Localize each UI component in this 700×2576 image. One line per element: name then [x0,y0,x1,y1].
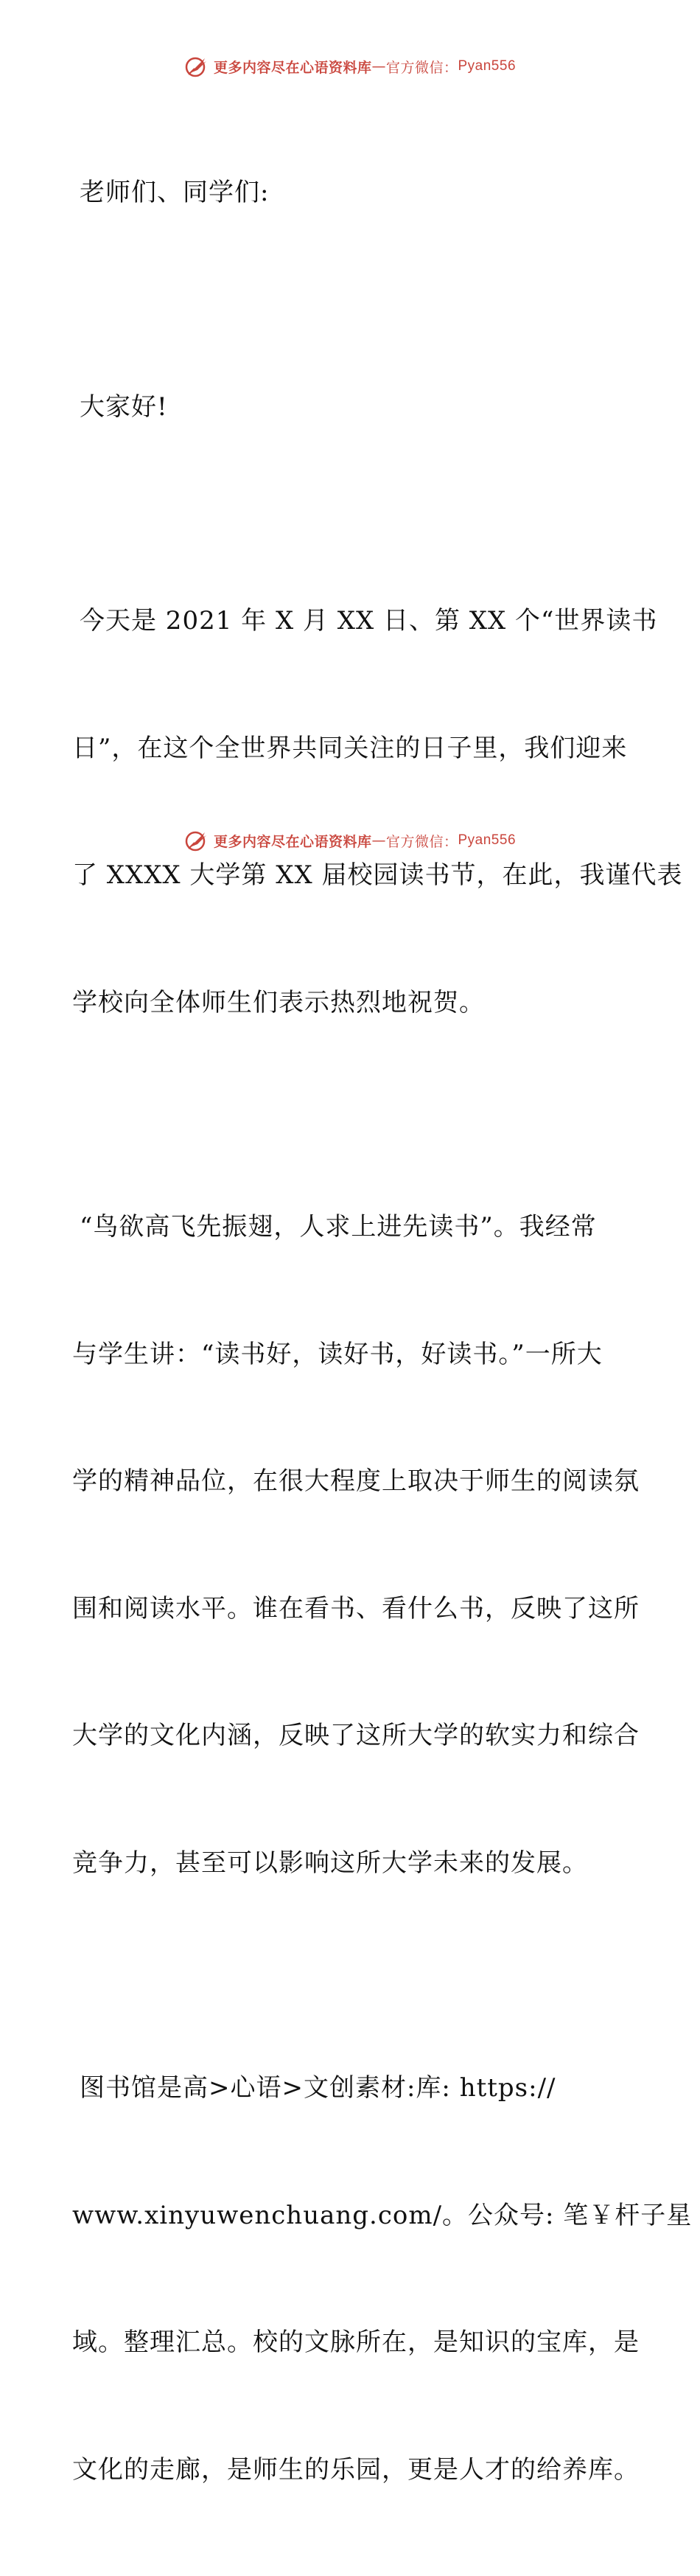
banner-main-text: 更多内容尽在心语资料库 [213,59,372,76]
paragraph-line: 竞争力，甚至可以影响这所大学未来的发展。 [72,1848,588,1878]
paragraph-line: 域。整理汇总。校的文脉所在，是知识的宝库，是 [72,2328,640,2357]
feather-pen-icon [184,54,209,79]
header-watermark-banner [0,52,700,81]
footer-watermark-banner [0,826,700,855]
paragraph-line: “鸟欲高飞先振翅，人求上进先读书”。我经常 [80,1212,597,1242]
banner-wechat-id: Pyan556 [458,832,517,848]
paragraph-line: www.xinyuwenchuang.com/。公众号: 笔￥杆子星 [72,2200,693,2230]
paragraph-line: 日”，在这个全世界共同关注的日子里，我们迎来 [72,733,628,763]
paragraph-1 [72,515,683,1109]
paragraph-2 [72,1121,640,1969]
document-body [72,87,693,2576]
banner-dash: — [371,58,386,74]
salutation [72,87,632,299]
paragraph-line: 今天是 2021 年 X 月 XX 日、第 XX 个“世界读书 [80,606,658,636]
banner-main-text: 更多内容尽在心语资料库 [213,833,372,850]
paragraph-3 [72,1983,693,2576]
paragraph-line: 围和阅读水平。谁在看书、看什么书，反映了这所 [72,1593,640,1623]
feather-pen-icon [184,828,209,853]
paragraph-line: 大学的文化内涵，反映了这所大学的软实力和综合 [72,1721,640,1750]
paragraph-line: 学的精神品位，在很大程度上取决于师生的阅读氛 [72,1466,640,1496]
banner-wechat-id: Pyan556 [458,58,517,74]
paragraph-line: 了 XXXX 大学第 XX 届校园读书节，在此，我谨代表 [72,860,683,890]
paragraph-line: 学校向全体师生们表示热烈地祝贺。 [72,987,485,1017]
banner-wechat-label: 官方微信： [385,59,458,76]
banner-dash: — [371,832,386,849]
paragraph-line: 文化的走廊，是师生的乐园，更是人才的给养库。 [72,2454,640,2485]
paragraph-line: 图书馆是高>心语>文创素材:库: https:// [80,2073,556,2103]
greeting [72,302,632,514]
banner-wechat-label: 官方微信： [385,833,458,850]
paragraph-line: 与学生讲：“读书好，读好书，好读书。”一所大 [72,1339,603,1369]
greeting-line: 大家好! [80,391,168,422]
salutation-line: 老师们、同学们: [80,178,270,207]
